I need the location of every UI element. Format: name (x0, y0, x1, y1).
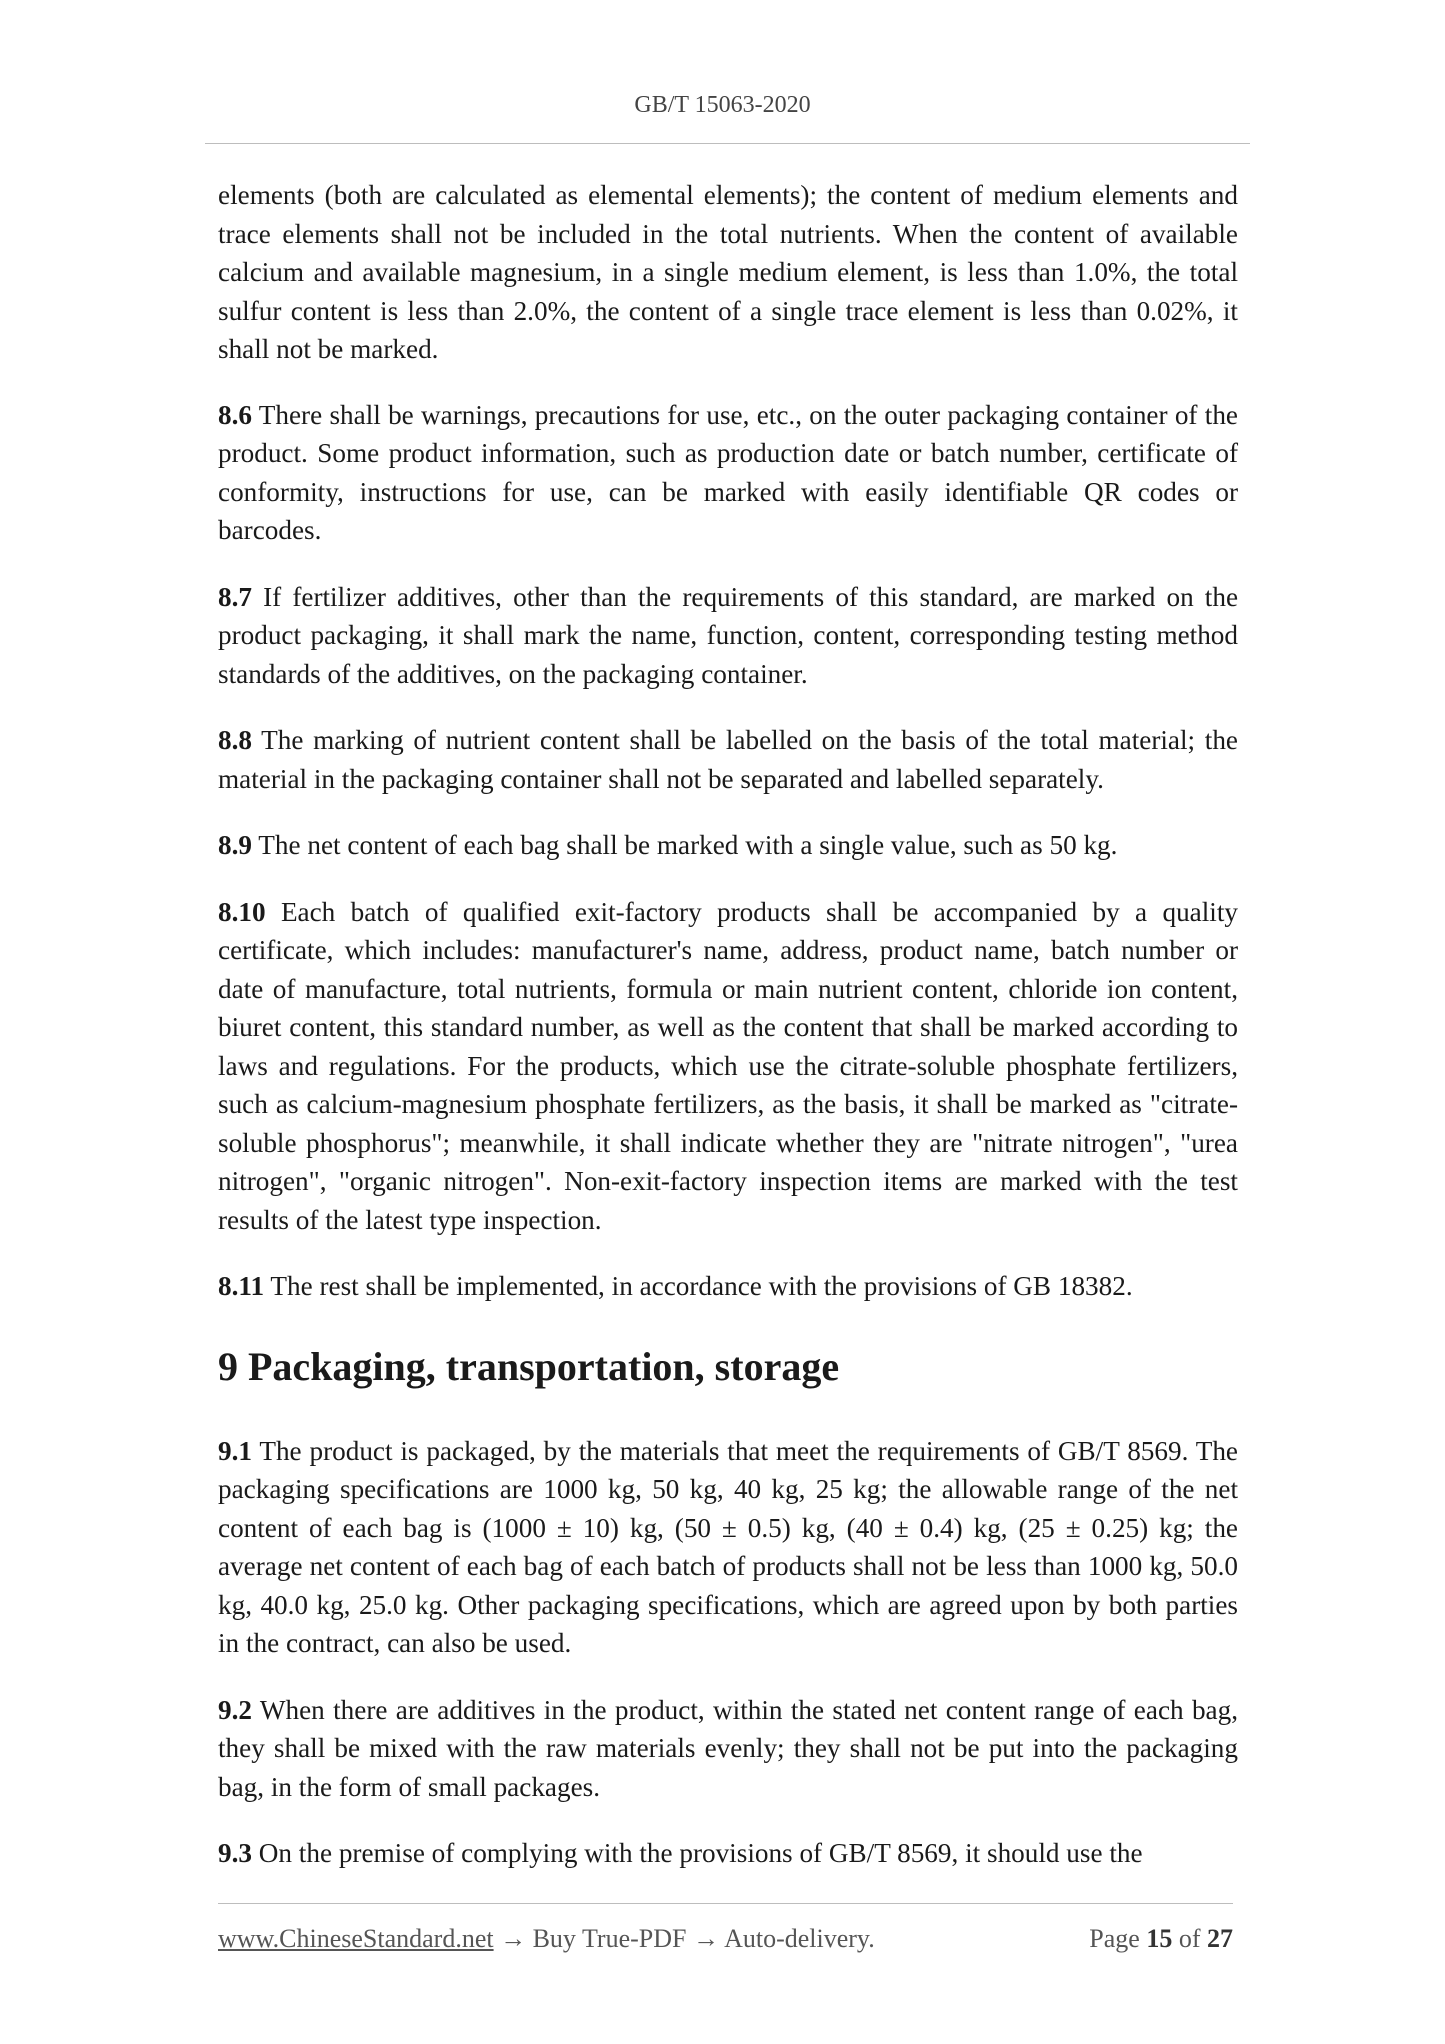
clause-text: When there are additives in the product, within the stated net content range of each bag, they shall be mixed with the raw materials evenly; they shall not be put into the packaging bag, in the form of small packages. (218, 1694, 1238, 1802)
clause-number: 9.3 (218, 1838, 252, 1868)
clause-number: 9.2 (218, 1694, 252, 1725)
clause-text: The rest shall be implemented, in accordance with the provisions of GB 18382. (270, 1271, 1133, 1301)
website-link[interactable]: www.ChineseStandard.net (218, 1924, 494, 1953)
section-heading-9: 9 Packaging, transportation, storage (218, 1343, 840, 1389)
page-footer (218, 1924, 1233, 1958)
clause-number: 8.11 (218, 1271, 265, 1301)
page-header-title: GB/T 15063-2020 (634, 92, 811, 118)
clause-text: The net content of each bag shall be marked with a single value, such as 50 kg. (258, 830, 1118, 860)
clause-text: If fertilizer additives, other than the requirements of this standard, are marked on the product packaging, it shall mark the name, function, content, corresponding testing method standards of the additives, on the packaging container. (218, 581, 1239, 689)
document-body (218, 176, 1238, 1901)
clause-number: 8.9 (218, 830, 252, 860)
clause-number: 8.6 (218, 399, 252, 430)
header-divider (205, 143, 1250, 144)
arrow-right-icon: → (500, 1924, 527, 1953)
clause-8-8 (218, 721, 1238, 798)
clause-text: There shall be warnings, precautions for use, etc., on the outer packaging container of the product. Some product information, such as production date or batch number, certificate of conformity, instructions for use, can be marked with easily identifiable QR codes or barcodes. (218, 399, 1238, 545)
footer-divider (218, 1903, 1233, 1904)
clause-8-7 (218, 578, 1238, 694)
clause-9-1 (218, 1432, 1238, 1663)
clause-text: On the premise of complying with the provisions of GB/T 8569, it should use the (258, 1838, 1143, 1868)
buy-pdf-text: Buy True-PDF (532, 1924, 687, 1953)
paragraph-continued (218, 176, 1238, 369)
clause-8-6 (218, 396, 1238, 550)
paragraph-text: elements (both are calculated as elemental elements); the content of medium elements and trace elements shall not be included in the total nutrients. When the content of available calcium and available magnesium, in a single medium element, is less than 1.0%, the total sulfur content is less than 2.0%, the content of a single trace element is less than 0.02%, it shall not be marked. (218, 180, 1238, 364)
clause-number: 8.8 (218, 725, 252, 755)
footer-links (218, 1924, 875, 1954)
clause-text: The marking of nutrient content shall be labelled on the basis of the total material; the material in the packaging container shall not be separated and labelled separately. (218, 725, 1238, 794)
arrow-right-icon: → (693, 1924, 719, 1953)
current-page: 15 (1146, 1924, 1173, 1953)
clause-8-11 (218, 1267, 1238, 1306)
clause-number: 9.1 (218, 1435, 252, 1466)
clause-9-2 (218, 1691, 1238, 1807)
page-number (1089, 1924, 1233, 1954)
total-pages: 27 (1207, 1924, 1233, 1953)
page-label: Page (1089, 1924, 1140, 1953)
clause-number: 8.10 (218, 896, 266, 927)
page-of-label: of (1178, 1924, 1201, 1953)
clause-8-9 (218, 826, 1238, 865)
auto-delivery-text: Auto-delivery. (724, 1924, 875, 1953)
clause-9-3 (218, 1834, 1238, 1873)
clause-number: 8.7 (218, 581, 252, 612)
clause-text: Each batch of qualified exit-factory products shall be accompanied by a quality certificate, which includes: manufacturer's name, address, product name, batch number or date of manufacture, total nutrients, formula or main nutrient content, chloride ion content, biuret content, this standard number, as well as the content that shall be marked according to laws and regulations. For the products, which use the citrate-soluble phosphate fertilizers, such as calcium-magnesium phosphate fertilizers, as the basis, it shall be marked as "citrate-soluble phosphorus"; meanwhile, it shall indicate whether they are "nitrate nitrogen", "urea nitrogen", "organic nitrogen". Non-exit-factory inspection items are marked with the test results of the latest type inspection. (218, 896, 1238, 1235)
clause-text: The product is packaged, by the materials that meet the requirements of GB/T 8569. The packaging specifications are 1000 kg, 50 kg, 40 kg, 25 kg; the allowable range of the net content of each bag is (1000 ± 10) kg, (50 ± 0.5) kg, (40 ± 0.4) kg, (25 ± 0.25) kg; the average net content of each bag of each batch of products shall not be less than 1000 kg, 50.0 kg, 40.0 kg, 25.0 kg. Other packaging specifications, which are agreed upon by both parties in the contract, can also be used. (218, 1435, 1239, 1658)
clause-8-10 (218, 893, 1238, 1240)
